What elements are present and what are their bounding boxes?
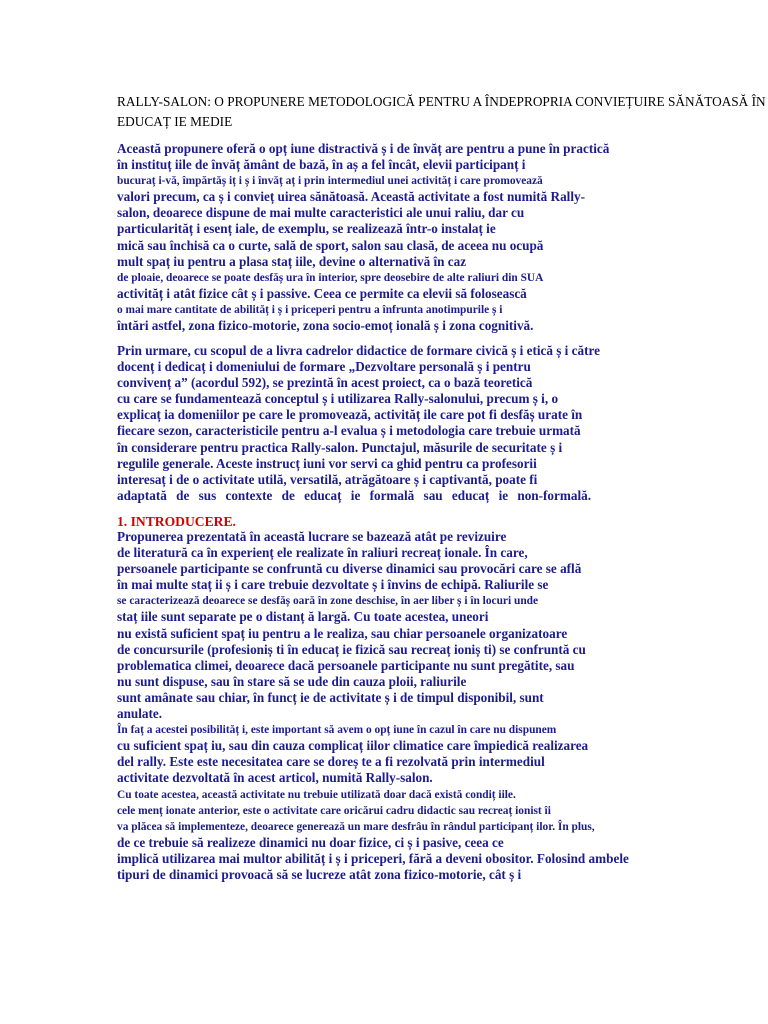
paragraph-line: particularităț i esenț iale, de exemplu, se realizează într-o instalaț ie — [117, 221, 496, 237]
paragraph-line: anulate. — [117, 706, 163, 722]
paragraph-line: del rally. Este este necesitatea care se doreș te a fi rezolvată prin intermediul — [117, 754, 545, 770]
paragraph-line: bucuraț i-vă, împărtăș iț i ș i învăț aț i prin intermediul unei activităț i care promovează — [117, 175, 543, 188]
paragraph-line: Propunerea prezentată în această lucrare se bazează atât pe revizuire — [117, 529, 507, 544]
paragraph-line: se caracterizează deoarece se desfăș oară în zone deschise, în aer liber ș i în locuri unde — [117, 595, 539, 608]
paragraph-line: de literatură ca în experienț ele realizate în raliuri recreaț ionale. În care, — [117, 545, 528, 561]
paragraph-line: implică utilizarea mai multor abilităț i ș i priceperi, fără a deveni obositor. Folosind ambele — [117, 850, 629, 866]
paragraph-line: o mai mare cantitate de abilităț i ș i priceperi pentru a înfrunta anotimpurile ș i — [117, 303, 503, 316]
paragraph-line: staț iile sunt separate pe o distanț ă largă. Cu toate acestea, uneori — [117, 609, 489, 625]
paragraph-line: interesaț i de o activitate utilă, versatilă, atrăgătoare ș i captivantă, poate fi — [117, 471, 538, 487]
paragraph-line: de ce trebuie să realizeze dinamici nu doar fizice, ci ș i pasive, ceea ce — [117, 834, 504, 850]
paragraph-line: va plăcea să implementeze, deoarece generează un mare desfrâu în rândul participanț ilor. În plus, — [117, 820, 595, 833]
paragraph-line: regulile generale. Aceste instrucț iuni vor servi ca ghid pentru ca profesorii — [117, 455, 537, 471]
paragraph-line: explicaț ia domeniilor pe care le promovează, activităț ile care pot fi desfăș urate în — [117, 407, 583, 423]
paragraph-introduction — [117, 529, 757, 883]
paragraph-line: problematica climei, deoarece dacă persoanele participante nu sunt pregătite, sau — [117, 657, 575, 673]
paragraph-line: Prin urmare, cu scopul de a livra cadrelor didactice de formare civică ș i etică ș i către — [117, 343, 600, 358]
title-line: EDUCAȚ IE MEDIE — [117, 114, 233, 129]
paragraph-intro — [117, 141, 757, 334]
paragraph-purpose — [117, 343, 757, 504]
paragraph-line: Cu toate acestea, această activitate nu trebuie utilizată doar dacă există condiț iile. — [117, 788, 516, 801]
paragraph-line: convivenț a” (acordul 592), se prezintă în acest proiect, ca o bază teoretică — [117, 375, 533, 391]
paragraph-line: adaptată de sus contexte de educaț ie formală sau educaț ie non-formală. — [117, 487, 591, 503]
paragraph-line: activitate dezvoltată în acest articol, numită Rally-salon. — [117, 770, 433, 786]
paragraph-line: cu suficient spaț iu, sau din cauza complicaț iilor climatice care împiedică realizarea — [117, 738, 589, 754]
paragraph-line: Această propunere oferă o opț iune distractivă ș i de învăț are pentru a pune în practică — [117, 141, 610, 156]
paragraph-line: docenț i dedicaț i domeniului de formare „Dezvoltare personală ș i pentru — [117, 359, 531, 375]
paragraph-line: nu sunt dispuse, sau în stare să se ude din cauza ploii, raliurile — [117, 673, 467, 689]
paragraph-line: nu există suficient spaț iu pentru a le realiza, sau chiar persoanele organizatoare — [117, 625, 568, 641]
paragraph-line: cele menț ionate anterior, este o activitate care oricărui cadru didactic sau recreaț ionist îi — [117, 804, 551, 817]
paragraph-line: cu care se fundamentează conceptul ș i utilizarea Rally-salonului, precum ș i, o — [117, 391, 559, 407]
paragraph-line: mult spaț iu pentru a plasa staț iile, devine o alternativă în caz — [117, 253, 467, 269]
title-line: RALLY-SALON: O PROPUNERE METODOLOGICĂ PENTRU A ÎNDEPROPRIA CONVIEȚUIRE SĂNĂTOASĂ ÎN — [117, 94, 766, 109]
paragraph-line: în instituț iile de învăț ământ de bază, în aș a fel încât, elevii participanț i — [117, 157, 526, 173]
paragraph-line: valori precum, ca ș i convieț uirea sănătoasă. Această activitate a fost numită Rally- — [117, 189, 585, 205]
paragraph-line: persoanele participante se confruntă cu diverse dinamici sau provocări care se află — [117, 561, 582, 577]
paragraph-line: în mai multe staț ii ș i care trebuie dezvoltate ș i învins de echipă. Raliurile se — [117, 577, 549, 593]
paragraph-line: în considerare pentru practica Rally-salon. Punctajul, măsurile de securitate ș i — [117, 439, 563, 455]
paragraph-line: activităț i atât fizice cât ș i passive. Ceea ce permite ca elevii să folosească — [117, 285, 527, 301]
paragraph-line: întări astfel, zona fizico-motorie, zona socio-emoț ională ș i zona cognitivă. — [117, 318, 534, 334]
paragraph-line: de concursurile (profesioniș ti în educaț ie fizică sau recreaț ioniș ti) se confruntă cu — [117, 641, 586, 657]
paragraph-line: salon, deoarece dispune de mai multe caracteristici ale unui raliu, dar cu — [117, 205, 525, 221]
paragraph-line: tipuri de dinamici provoacă să se lucreze atât zona fizico-motorie, cât ș i — [117, 866, 522, 882]
paragraph-line: În faț a acestei posibilităț i, este important să avem o opț iune în cazul în care nu dispunem — [117, 724, 557, 737]
section-heading: 1. INTRODUCERE. — [117, 514, 236, 529]
document-title — [117, 92, 768, 132]
paragraph-line: mică sau închisă ca o curte, sală de sport, salon sau clasă, de aceea nu ocupă — [117, 237, 544, 253]
paragraph-line: fiecare sezon, caracteristicile pentru a-l evalua ș i metodologia care trebuie urmată — [117, 423, 581, 439]
paragraph-line: sunt amânate sau chiar, în funcț ie de activitate ș i de timpul disponibil, sunt — [117, 689, 544, 705]
paragraph-line: de ploaie, deoarece se poate desfăș ura în interior, spre deosebire de alte raliuri din SUA — [117, 271, 544, 284]
